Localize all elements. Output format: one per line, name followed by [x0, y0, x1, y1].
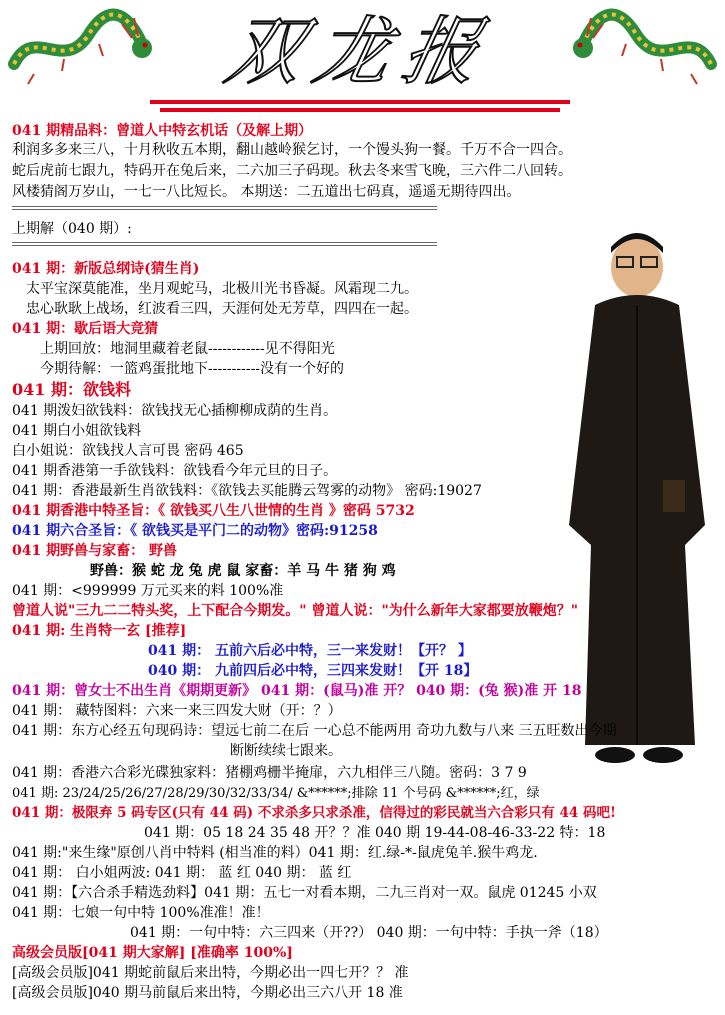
- poem2-heading: 041 期：新版总纲诗(猜生肖): [12, 261, 200, 277]
- limit-line: 041 期：极限弃 5 码专区(只有 44 码) 不求杀多只求杀准，信得过的彩民就当六合彩只有 44 码吧!: [12, 805, 616, 821]
- scholar-figure: [555, 225, 715, 785]
- money-red-line: 041 期香港中特圣旨：《 欲钱买八生八世情的生肖 》密码 5732: [12, 503, 415, 519]
- money-line: 041 期：香港最新生肖欲钱料：《欲钱去买能腾云驾雾的动物》 密码:19027: [12, 483, 482, 499]
- bai-line: 041 期： 白小姐两波: 041 期： 蓝 红 040 期： 蓝 红: [12, 865, 352, 881]
- red-bar: [160, 108, 560, 112]
- limit-sub: 041 期：05 18 24 35 48 开？？准 040 期 19-44-08-46-33-22 特：18: [144, 825, 606, 841]
- qiniang-line: 041 期：七娘一句中特 100%准准！准！: [12, 905, 270, 921]
- poem-line: 风楼猜阁万岁山，一七一八比短长。 本期送：二五道出七码真，遥遥无期待四出。: [12, 184, 521, 200]
- divider: [12, 206, 437, 210]
- numbers-line: 041 期: 23/24/25/26/27/28/29/30/32/33/34/ &******;排除 11 个号码 &******;红，绿: [12, 786, 540, 801]
- kill-line: 041 期：【六合杀手精选劲料】041 期：五七一对看本期，二九三肖对一双。鼠虎 01245 小双: [12, 885, 597, 901]
- money-line: 白小姐说：欲钱找人言可畏 密码 465: [12, 443, 244, 459]
- divider: [12, 242, 437, 246]
- money-line: 041 期泼妇欲钱料：欲钱找无心插柳柳成荫的生肖。: [12, 403, 338, 419]
- poem-line: 蛇后虎前七跟九，特码开在兔后来，二六加三子码现。秋去冬来雪飞晚，三六件二八回转。: [12, 163, 572, 179]
- last-issue-label: 上期解（040 期）:: [12, 221, 132, 237]
- ad-line: 041 期：<999999 万元买来的料 100%准: [12, 583, 284, 599]
- shengxiao-line: 040 期： 九前四后必中特，三四来发财！【开 18】: [148, 663, 478, 679]
- qiniang-sub: 041 期：一句中特：六三四来（开??） 040 期：一句中特：手执一斧（18）: [130, 925, 608, 941]
- masthead-title: 双龙报: [218, 9, 502, 95]
- vip-heading: 高级会员版[041 期大家解] [准确率 100%]: [12, 945, 293, 961]
- east-line: 041 期：东方心经五句现码诗：望远七前二在后 一心总不能两用 奇功九数与八来 三五旺数出今期: [12, 723, 617, 739]
- money-line: 041 期白小姐欲钱料: [12, 423, 142, 439]
- shengxiao-heading: 041 期: 生肖特一玄 [推荐]: [12, 623, 187, 639]
- money-heading: 041 期：欲钱料: [12, 380, 131, 399]
- money-blue-line: 041 期六合圣旨：《 欲钱买是平门二的动物》密码:91258: [12, 523, 378, 539]
- east-line: 断断续续七跟来。: [230, 743, 342, 759]
- dragon-left-icon: [4, 4, 154, 86]
- header: [0, 0, 725, 112]
- shengxiao-line: 041 期： 五前六后必中特，三一来发财！【开？ 】: [148, 643, 472, 659]
- cang-line: 041 期： 藏特图料：六来一来三四发大财（开：？）: [12, 703, 342, 719]
- zeng-line: 曾道人说"三九二二特头奖，上下配合今期发。" 曾道人说："为什么新年大家都要放鞭炮？": [12, 603, 579, 619]
- money-line: 041 期香港第一手欲钱料：欲钱看今年元旦的日子。: [12, 463, 338, 479]
- masthead: [150, 6, 570, 104]
- xiehouyu-line: 上期回放：地洞里藏着老鼠------------见不得阳光: [40, 341, 335, 357]
- red-bar: [150, 100, 570, 104]
- xiehouyu-line: 今期待解：一篮鸡蛋批地下-----------没有一个好的: [40, 361, 345, 377]
- poem-heading: 041 期精品料：曾道人中特玄机话（及解上期）: [12, 123, 313, 139]
- laisheng-line: 041 期:"来生缘"原创八肖中特料 (相当准的料）041 期：红.绿-*-鼠虎兔羊.猴牛鸡龙.: [12, 845, 538, 861]
- colorful-line: 041 期：香港六合彩光碟独家料：猪棚鸡栅半掩扉，六九相伴三八随。密码：3 7 9: [12, 765, 527, 781]
- vip-line: [高级会员版]041 期蛇前鼠后来出特，今期必出一四七开？？ 准: [12, 965, 409, 981]
- beast-heading: 041 期野兽与家畜： 野兽: [12, 543, 177, 559]
- vip-line: [高级会员版]040 期马前鼠后来出特，今期必出三六八开 18 准: [12, 985, 403, 1001]
- beast-line: 野兽：猴 蛇 龙 兔 虎 鼠 家畜：羊 马 牛 猪 狗 鸡: [90, 563, 396, 579]
- xiehouyu-heading: 041 期：歇后语大竞猜: [12, 321, 159, 337]
- miss-line: 041 期：曾女士不出生肖《期期更新》 041 期：(鼠马)准 开？ 040 期：(兔 猴)准 开 18: [12, 683, 582, 699]
- poem2-line: 太平宝深莫能准，坐月观蛇马，北极川光书昏凝。风霜现二九。: [26, 281, 418, 297]
- poem-line: 利润多多来三八，十月秋收五本期，翻山越岭猴乞讨，一个馒头狗一餐。千万不合一四合。: [12, 142, 572, 158]
- dragon-right-icon: [571, 4, 721, 86]
- poem2-line: 忠心耿耿上战场，红波看三四，天涯何处无芳草，四四在一起。: [26, 301, 418, 317]
